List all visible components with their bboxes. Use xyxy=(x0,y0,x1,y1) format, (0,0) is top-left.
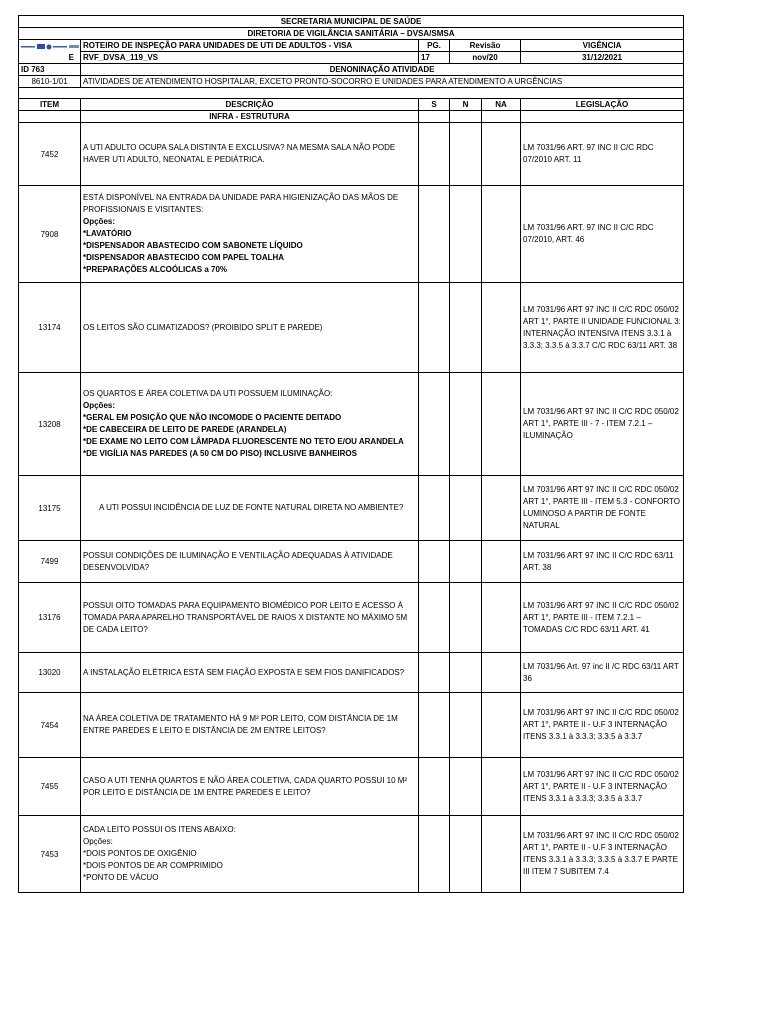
logo-cell xyxy=(19,40,81,64)
atividade-text: ATIVIDADES DE ATENDIMENTO HOSPITALAR, EXCETO PRONTO-SOCORRO E UNIDADES PARA ATENDIMENTO A URGÊNCIAS xyxy=(81,76,684,88)
table-row xyxy=(19,583,684,653)
item-number: 13020 xyxy=(19,653,81,693)
legislacao-text: LM 7031/96 ART 97 INC II C/C RDC 050/02 ART 1°, PARTE III - 7 - ITEM 7.2.1 – ILUMINAÇÃO xyxy=(521,373,684,476)
item-number: 13174 xyxy=(19,283,81,373)
na-cell[interactable] xyxy=(482,653,521,693)
legislacao-text: LM 7031/96 ART 97 INC II C/C RDC 050/02 ART 1°, PARTE II - U.F 3 INTERNAÇÃO ITENS 3.3.1 à 3.3.3; 3.3.5 à 3.3.7 xyxy=(521,758,684,816)
col-na: NA xyxy=(482,99,521,111)
table-row xyxy=(19,476,684,541)
description-text: A UTI ADULTO OCUPA SALA DISTINTA E EXCLUSIVA? NA MESMA SALA NÃO PODE HAVER UTI ADULTO, NEONATAL E PEDIÁTRICA. xyxy=(83,143,396,164)
legislacao-text: LM 7031/96 ART 97 INC II C/C RDC 050/02 ART 1°, PARTE III - ITEM 5.3 - CONFORTO LUMINOSO A PARTIR DE FONTE NATURAL xyxy=(521,476,684,541)
item-number: 7452 xyxy=(19,123,81,186)
table-row xyxy=(19,693,684,758)
s-cell[interactable] xyxy=(419,186,450,283)
n-cell[interactable] xyxy=(450,653,482,693)
na-cell[interactable] xyxy=(482,123,521,186)
item-description xyxy=(81,758,419,816)
code-prefix: E xyxy=(68,53,74,62)
item-description xyxy=(81,541,419,583)
table-row xyxy=(19,186,684,283)
pg-value: 17 xyxy=(419,52,450,64)
description-text: A INSTALAÇÃO ELÉTRICA ESTÁ SEM FIAÇÃO EXPOSTA E SEM FIOS DANIFICADOS? xyxy=(83,667,405,677)
table-row xyxy=(19,653,684,693)
legislacao-text: LM 7031/96 ART 97 INC II C/C RDC 050/02 ART 1°, PARTE II - U.F 3 INTERNAÇÃO ITENS 3.3.1 à 3.3.3; 3.3.5 à 3.3.7 E PARTE III ITEM 7 SUBITEM 7.4 xyxy=(521,816,684,893)
header-title-2: DIRETORIA DE VIGILÂNCIA SANITÁRIA – DVSA/SMSA xyxy=(19,28,684,40)
options-label: Opções: xyxy=(83,401,116,410)
option-item: *DE EXAME NO LEITO COM LÂMPADA FLUORESCENTE NO TETO E/OU ARANDELA xyxy=(83,437,404,446)
s-cell[interactable] xyxy=(419,123,450,186)
s-cell[interactable] xyxy=(419,693,450,758)
section-blank xyxy=(19,111,81,123)
description-text: POSSUI CONDIÇÕES DE ILUMINAÇÃO E VENTILAÇÃO ADEQUADAS À ATIVIDADE DESENVOLVIDA? xyxy=(83,550,393,572)
col-item: ITEM xyxy=(19,99,81,111)
legislacao-text: LM 7031/96 ART 97 INC II C/C RDC 63/11 ART. 38 xyxy=(521,541,684,583)
col-n: N xyxy=(450,99,482,111)
item-number: 7455 xyxy=(19,758,81,816)
table-row xyxy=(19,123,684,186)
item-number: 7454 xyxy=(19,693,81,758)
table-row xyxy=(19,373,684,476)
header-title-1: SECRETARIA MUNICIPAL DE SAÚDE xyxy=(19,16,684,28)
n-cell[interactable] xyxy=(450,373,482,476)
item-number: 7453 xyxy=(19,816,81,893)
item-description xyxy=(81,693,419,758)
na-cell[interactable] xyxy=(482,373,521,476)
item-description xyxy=(81,476,419,541)
description-text: A UTI POSSUI INCIDÊNCIA DE LUZ DE FONTE NATURAL DIRETA NO AMBIENTE? xyxy=(99,503,404,512)
na-cell[interactable] xyxy=(482,583,521,653)
item-description xyxy=(81,186,419,283)
description-text: OS QUARTOS E ÁREA COLETIVA DA UTI POSSUEM ILUMINAÇÃO: xyxy=(83,389,333,398)
form-code: RVF_DVSA_119_VS xyxy=(81,52,419,64)
n-cell[interactable] xyxy=(450,816,482,893)
option-item: *DE CABECEIRA DE LEITO DE PAREDE (ARANDELA) xyxy=(83,425,287,434)
description-text: OS LEITOS SÃO CLIMATIZADOS? (PROIBIDO SPLIT E PAREDE) xyxy=(83,322,323,332)
vigencia-value: 31/12/2021 xyxy=(521,52,684,64)
n-cell[interactable] xyxy=(450,186,482,283)
n-cell[interactable] xyxy=(450,693,482,758)
item-description xyxy=(81,373,419,476)
description-text: POSSUI OITO TOMADAS PARA EQUIPAMENTO BIOMÉDICO POR LEITO E ACESSO À TOMADA PARA APARELHO TRANSPORTÁVEL DE RAIOS X DISTANTE NO MÁXIMO 5M DE CADA LEITO? xyxy=(83,600,408,634)
item-number: 7499 xyxy=(19,541,81,583)
col-s: S xyxy=(419,99,450,111)
s-cell[interactable] xyxy=(419,373,450,476)
section-title: INFRA - ESTRUTURA xyxy=(81,111,419,123)
revisao-label: Revisão xyxy=(450,40,521,52)
na-cell[interactable] xyxy=(482,693,521,758)
item-number: 7908 xyxy=(19,186,81,283)
description-text: ESTÁ DISPONÍVEL NA ENTRADA DA UNIDADE PARA HIGIENIZAÇÃO DAS MÃOS DE PROFISSIONAIS E VISITANTES: xyxy=(83,193,399,214)
description-text: CASO A UTI TENHA QUARTOS E NÃO ÁREA COLETIVA, CADA QUARTO POSSUI 10 M² POR LEITO E DISTÂNCIA DE 1M ENTRE PAREDES E LEITO? xyxy=(83,775,408,797)
na-cell[interactable] xyxy=(482,476,521,541)
n-cell[interactable] xyxy=(450,123,482,186)
prefeitura-logo-icon xyxy=(21,42,81,52)
item-number: 13175 xyxy=(19,476,81,541)
description-text: NA ÁREA COLETIVA DE TRATAMENTO HÁ 9 M² POR LEITO, COM DISTÂNCIA DE 1M ENTRE PAREDES E LEITO E DISTÂNCIA DE 2M ENTRE LEITOS? xyxy=(83,714,398,735)
option-item: *DISPENSADOR ABASTECIDO COM PAPEL TOALHA xyxy=(83,253,285,262)
vigencia-label: VIGÊNCIA xyxy=(521,40,684,52)
n-cell[interactable] xyxy=(450,476,482,541)
n-cell[interactable] xyxy=(450,758,482,816)
legislacao-text: LM 7031/96 ART 97 INC II C/C RDC 050/02 ART 1°, PARTE II UNIDADE FUNCIONAL 3: INTERNAÇÃO INTENSIVA ITENS 3.3.1 à 3.3.3; 3.3.5 à 3.3.7 C/C RDC 63/11 ART. 38 xyxy=(521,283,684,373)
option-item: *DISPENSADOR ABASTECIDO COM SABONETE LÍQUIDO xyxy=(83,241,303,250)
option-item: *DOIS PONTOS DE OXIGÊNIO xyxy=(83,849,197,858)
roteiro-title: ROTEIRO DE INSPEÇÃO PARA UNIDADES DE UTI DE ADULTOS - VISA xyxy=(81,40,419,52)
na-cell[interactable] xyxy=(482,283,521,373)
option-item: *PONTO DE VÁCUO xyxy=(83,873,159,882)
na-cell[interactable] xyxy=(482,541,521,583)
legislacao-text: LM 7031/96 ART 97 INC II C/C RDC 050/02 ART 1°, PARTE II - U.F 3 INTERNAÇÃO ITENS 3.3.1 à 3.3.3; 3.3.5 à 3.3.7 xyxy=(521,693,684,758)
option-item: *DOIS PONTOS DE AR COMPRIMIDO xyxy=(83,861,223,870)
item-description xyxy=(81,653,419,693)
item-description xyxy=(81,283,419,373)
options-label: Opções: xyxy=(83,837,113,846)
legislacao-text: LM 7031/96 ART 97 INC II C/C RDC 050/02 ART 1°, PARTE III - ITEM 7.2.1 – TOMADAS C/C RDC 63/11 ART. 41 xyxy=(521,583,684,653)
item-description xyxy=(81,123,419,186)
s-cell[interactable] xyxy=(419,653,450,693)
pg-label: PG. xyxy=(419,40,450,52)
spacer-row xyxy=(19,88,684,99)
table-row xyxy=(19,541,684,583)
item-number: 13208 xyxy=(19,373,81,476)
col-descricao: DESCRIÇÃO xyxy=(81,99,419,111)
s-cell[interactable] xyxy=(419,816,450,893)
options-label: Opções: xyxy=(83,217,116,226)
option-item: *PREPARAÇÕES ALCOÓLICAS a 70% xyxy=(83,265,228,274)
item-description xyxy=(81,816,419,893)
table-row xyxy=(19,758,684,816)
table-row xyxy=(19,816,684,893)
option-item: *LAVATÓRIO xyxy=(83,229,132,238)
s-cell[interactable] xyxy=(419,758,450,816)
inspection-table xyxy=(18,15,684,893)
legislacao-text: LM 7031/96 Art. 97 inc II /C RDC 63/11 ART 36 xyxy=(521,653,684,693)
n-cell[interactable] xyxy=(450,283,482,373)
n-cell[interactable] xyxy=(450,541,482,583)
id-label: ID 763 xyxy=(19,64,81,76)
legislacao-text: LM 7031/96 ART. 97 INC II C/C RDC 07/2010 ART. 11 xyxy=(521,123,684,186)
legislacao-text: LM 7031/96 ART. 97 INC II C/C RDC 07/2010, ART. 46 xyxy=(521,186,684,283)
item-description xyxy=(81,583,419,653)
s-cell[interactable] xyxy=(419,541,450,583)
cnae-code: 8610-1/01 xyxy=(19,76,81,88)
item-number: 13176 xyxy=(19,583,81,653)
description-text: CADA LEITO POSSUI OS ITENS ABAIXO: xyxy=(83,825,236,834)
table-row xyxy=(19,283,684,373)
s-cell[interactable] xyxy=(419,476,450,541)
option-item: *DE VIGÍLIA NAS PAREDES (A 50 CM DO PISO) INCLUSIVE BANHEIROS xyxy=(83,449,357,458)
na-cell[interactable] xyxy=(482,186,521,283)
option-item: *GERAL EM POSIÇÃO QUE NÃO INCOMODE O PACIENTE DEITADO xyxy=(83,413,342,422)
na-cell[interactable] xyxy=(482,758,521,816)
denominacao-label: DENONINAÇÃO ATIVIDADE xyxy=(81,64,684,76)
s-cell[interactable] xyxy=(419,283,450,373)
revisao-value: nov/20 xyxy=(450,52,521,64)
s-cell[interactable] xyxy=(419,583,450,653)
col-legislacao: LEGISLAÇÃO xyxy=(521,99,684,111)
n-cell[interactable] xyxy=(450,583,482,653)
na-cell[interactable] xyxy=(482,816,521,893)
